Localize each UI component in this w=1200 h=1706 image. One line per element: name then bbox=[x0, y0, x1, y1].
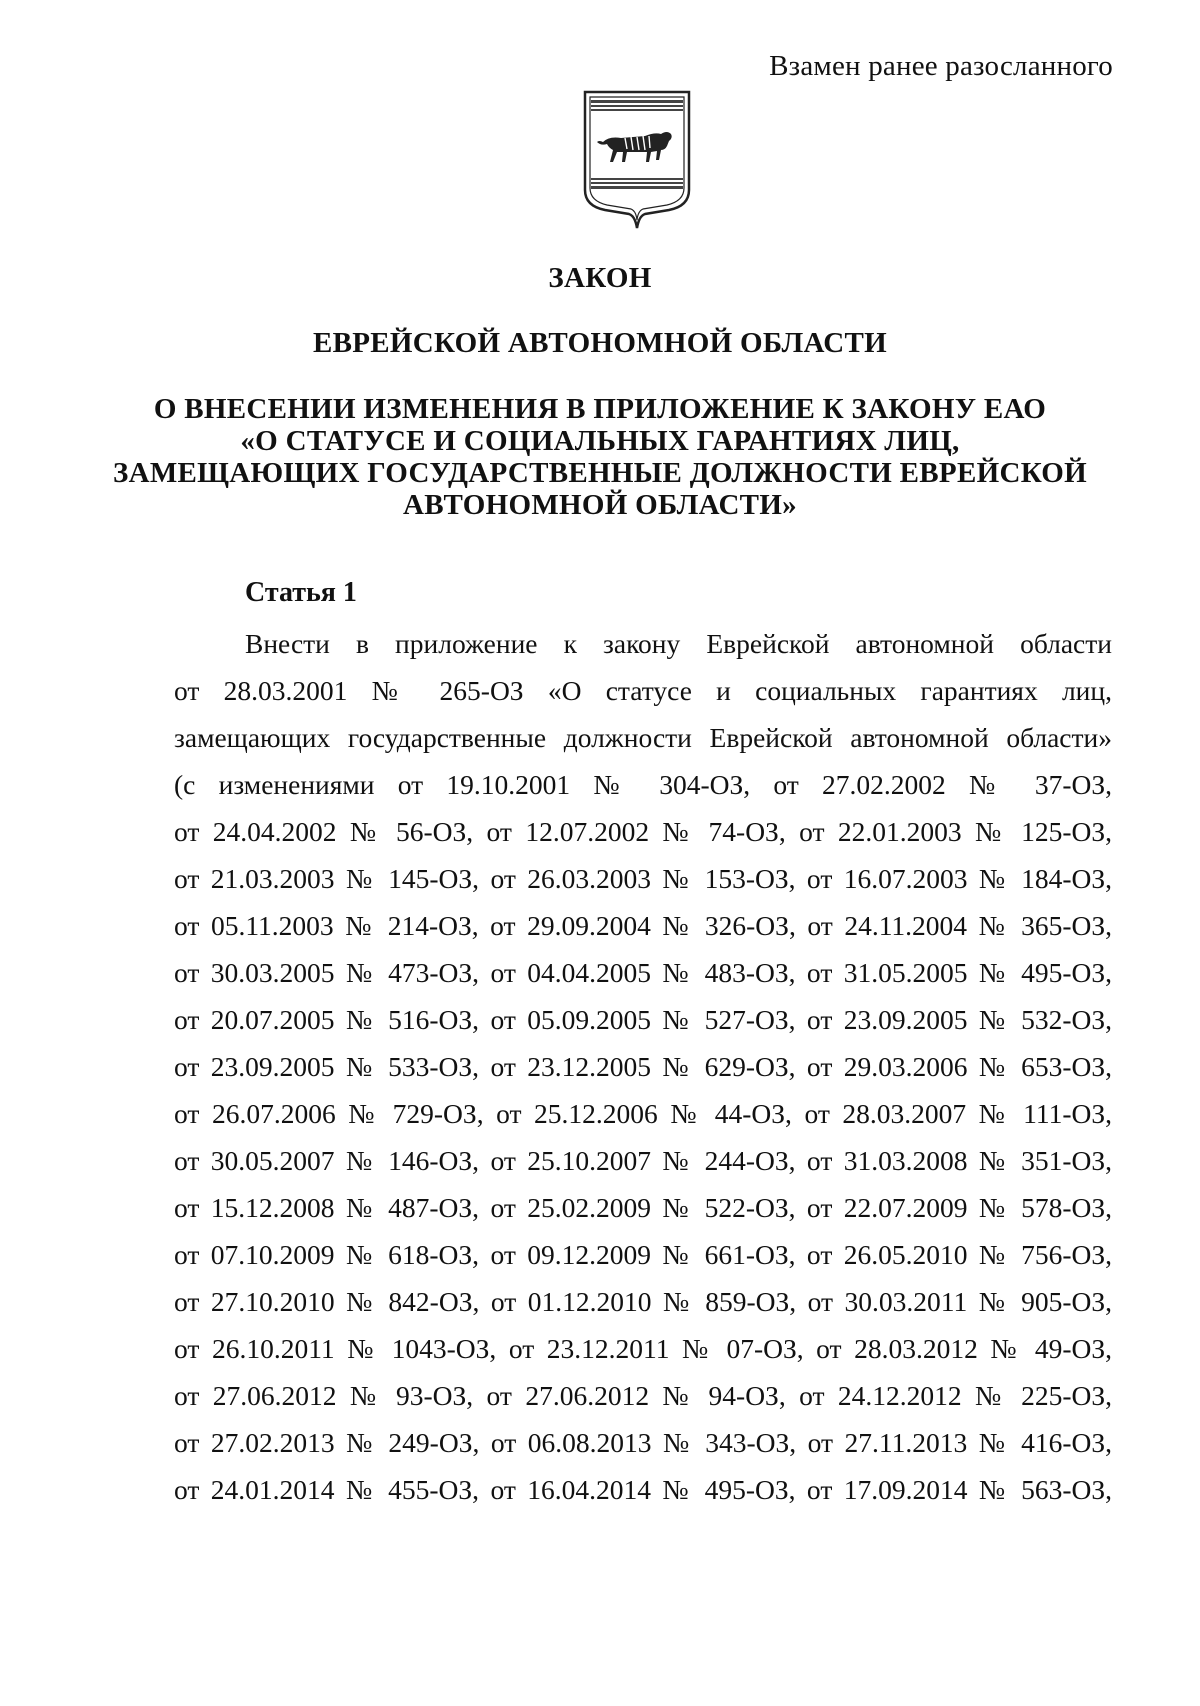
law-subject-line: ЗАМЕЩАЮЩИХ ГОСУДАРСТВЕННЫЕ ДОЛЖНОСТИ ЕВРЕЙСКОЙ bbox=[112, 457, 1088, 489]
law-heading: ЗАКОН bbox=[548, 262, 652, 294]
law-subject-line: АВТОНОМНОЙ ОБЛАСТИ» bbox=[403, 489, 797, 521]
article-line: от 26.07.2006 № 729-ОЗ, от 25.12.2006 № 44-ОЗ, от 28.03.2007 № 111-ОЗ, bbox=[174, 1098, 1112, 1129]
article-line: от 20.07.2005 № 516-ОЗ, от 05.09.2005 № 527-ОЗ, от 23.09.2005 № 532-ОЗ, bbox=[174, 1004, 1112, 1035]
replacement-note: Взамен ранее разосланного bbox=[769, 50, 1113, 82]
article-line: от 27.02.2013 № 249-ОЗ, от 06.08.2013 № 343-ОЗ, от 27.11.2013 № 416-ОЗ, bbox=[174, 1427, 1112, 1458]
article-line: от 27.10.2010 № 842-ОЗ, от 01.12.2010 № 859-ОЗ, от 30.03.2011 № 905-ОЗ, bbox=[174, 1286, 1112, 1317]
article-line: замещающих государственные должности Еврейской автономной области» bbox=[174, 722, 1112, 753]
article-line: от 07.10.2009 № 618-ОЗ, от 09.12.2009 № 661-ОЗ, от 26.05.2010 № 756-ОЗ, bbox=[174, 1239, 1112, 1270]
article-line: от 24.01.2014 № 455-ОЗ, от 16.04.2014 № 495-ОЗ, от 17.09.2014 № 563-ОЗ, bbox=[174, 1474, 1112, 1505]
article-line: от 24.04.2002 № 56-ОЗ, от 12.07.2002 № 74-ОЗ, от 22.01.2003 № 125-ОЗ, bbox=[174, 816, 1112, 847]
region-heading: ЕВРЕЙСКОЙ АВТОНОМНОЙ ОБЛАСТИ bbox=[312, 327, 888, 359]
article-line: от 27.06.2012 № 93-ОЗ, от 27.06.2012 № 94-ОЗ, от 24.12.2012 № 225-ОЗ, bbox=[174, 1380, 1112, 1411]
law-subject-line: О ВНЕСЕНИИ ИЗМЕНЕНИЯ В ПРИЛОЖЕНИЕ К ЗАКОНУ ЕАО bbox=[153, 393, 1047, 425]
article-line: (с изменениями от 19.10.2001 № 304-ОЗ, от 27.02.2002 № 37-ОЗ, bbox=[174, 769, 1112, 800]
article-line: от 23.09.2005 № 533-ОЗ, от 23.12.2005 № 629-ОЗ, от 29.03.2006 № 653-ОЗ, bbox=[174, 1051, 1112, 1082]
article-title: Статья 1 bbox=[245, 577, 357, 608]
article-line: от 26.10.2011 № 1043-ОЗ, от 23.12.2011 № 07-ОЗ, от 28.03.2012 № 49-ОЗ, bbox=[174, 1333, 1112, 1364]
article-body bbox=[174, 620, 1112, 1513]
article-line: от 15.12.2008 № 487-ОЗ, от 25.02.2009 № 522-ОЗ, от 22.07.2009 № 578-ОЗ, bbox=[174, 1192, 1112, 1223]
law-subject-line: «О СТАТУСЕ И СОЦИАЛЬНЫХ ГАРАНТИЯХ ЛИЦ, bbox=[240, 425, 960, 457]
article-line: от 30.03.2005 № 473-ОЗ, от 04.04.2005 № 483-ОЗ, от 31.05.2005 № 495-ОЗ, bbox=[174, 957, 1112, 988]
article-line: от 21.03.2003 № 145-ОЗ, от 26.03.2003 № 153-ОЗ, от 16.07.2003 № 184-ОЗ, bbox=[174, 863, 1112, 894]
law-subject-title bbox=[0, 393, 1200, 521]
article-line: от 05.11.2003 № 214-ОЗ, от 29.09.2004 № 326-ОЗ, от 24.11.2004 № 365-ОЗ, bbox=[174, 910, 1112, 941]
article-line: от 30.05.2007 № 146-ОЗ, от 25.10.2007 № 244-ОЗ, от 31.03.2008 № 351-ОЗ, bbox=[174, 1145, 1112, 1176]
article-line: Внести в приложение к закону Еврейской автономной области bbox=[245, 628, 1112, 659]
coat-of-arms-icon bbox=[581, 86, 693, 232]
article-line: от 28.03.2001 № 265-ОЗ «О статусе и социальных гарантиях лиц, bbox=[174, 675, 1112, 706]
